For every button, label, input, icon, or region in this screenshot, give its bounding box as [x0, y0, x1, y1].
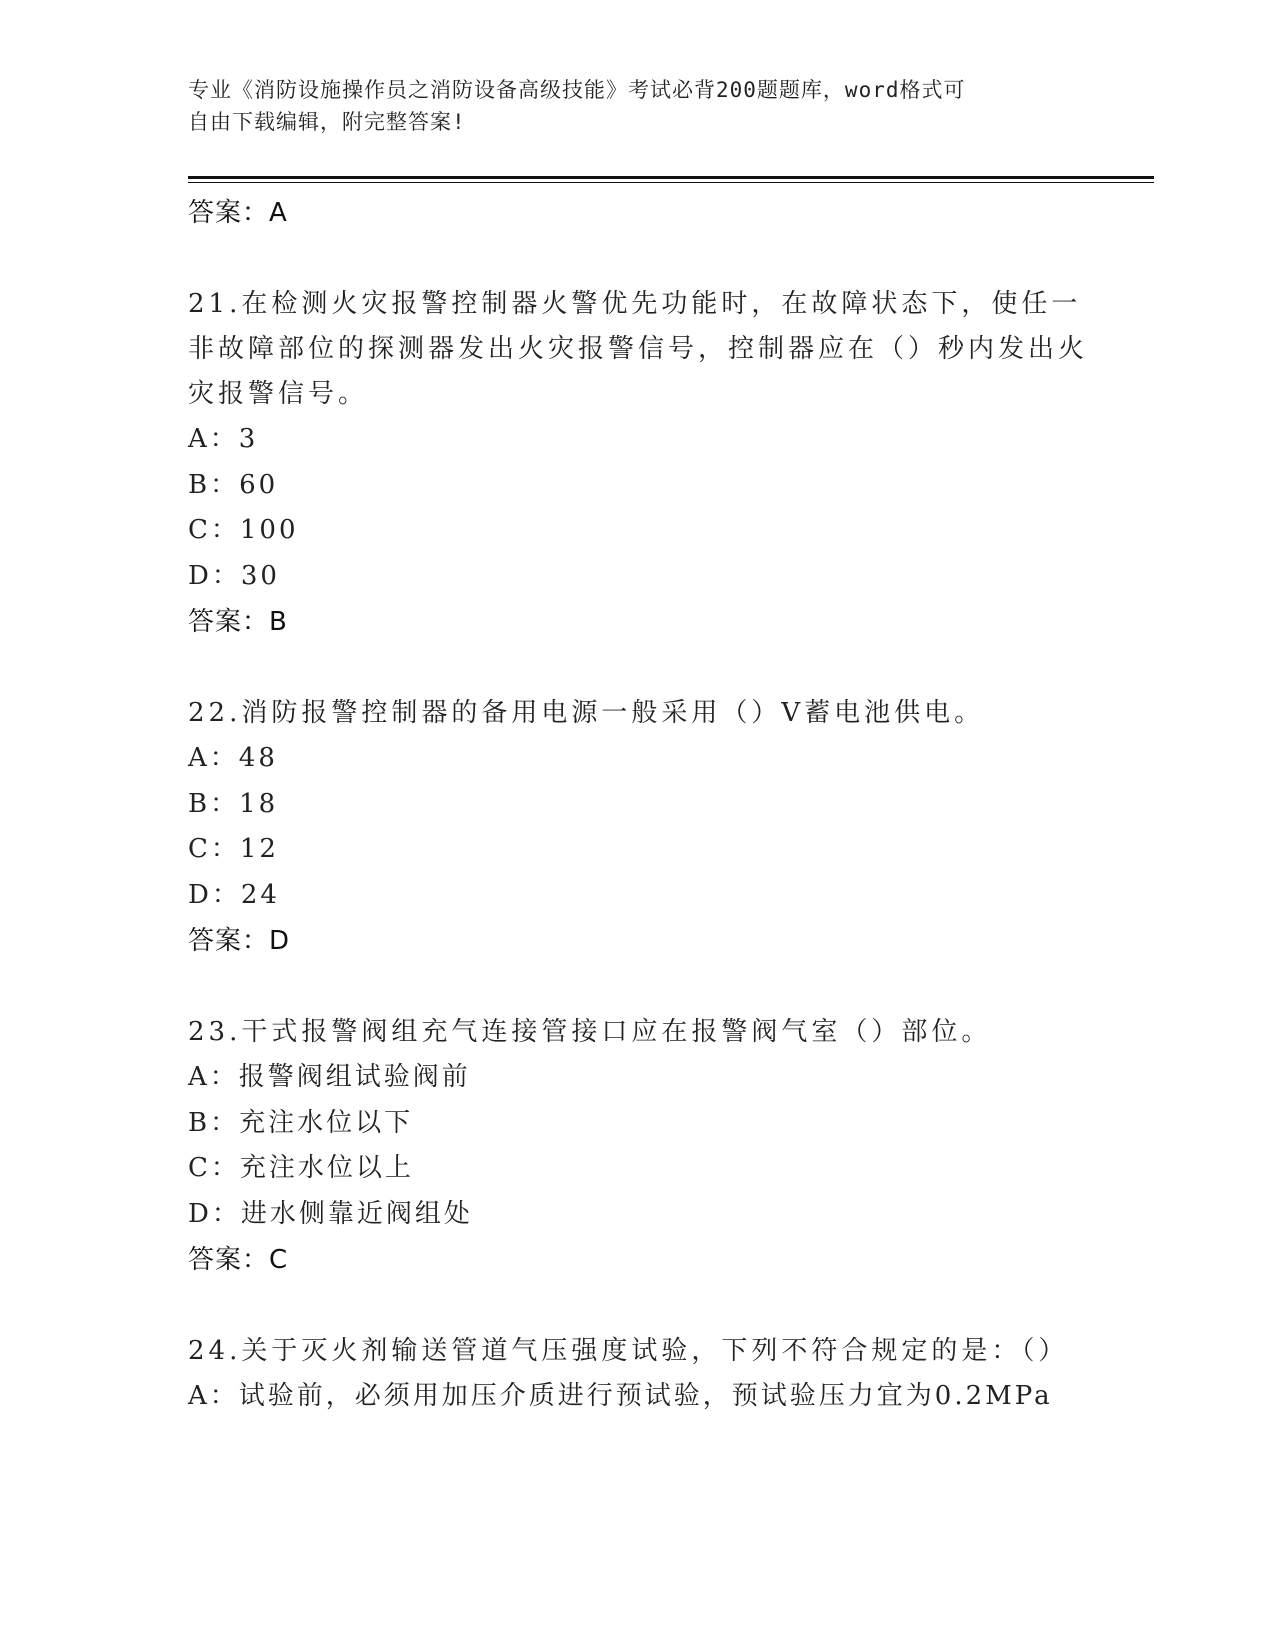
header-line-1: 专业《消防设施操作员之消防设备高级技能》考试必背200题题库，word格式可 [188, 78, 966, 102]
question-block-21 [188, 282, 1088, 645]
document-header [188, 74, 1068, 138]
question-text: 22.消防报警控制器的备用电源一般采用（）V蓄电池供电。 [188, 698, 985, 728]
question-block-24 [188, 1329, 1088, 1420]
option-b: B：60 [188, 469, 279, 500]
question-block-22 [188, 691, 1088, 964]
question-block-23 [188, 1010, 1088, 1283]
question-list [188, 190, 1088, 1420]
option-d: D：进水侧靠近阀组处 [188, 1198, 473, 1229]
spacer [188, 645, 1088, 691]
header-line-2: 自由下载编辑，附完整答案! [188, 110, 466, 134]
option-d: D：30 [188, 560, 280, 591]
spacer [188, 236, 1088, 282]
option-a: A：3 [188, 424, 259, 454]
answer-line: 答案：B [188, 607, 288, 637]
header-divider-thick [188, 176, 1154, 179]
option-c: C：充注水位以上 [188, 1153, 414, 1183]
answer-line: 答案：D [188, 926, 291, 956]
option-b: B：充注水位以下 [188, 1107, 414, 1138]
option-c: C：12 [188, 834, 279, 864]
question-text: 23.干式报警阀组充气连接管接口应在报警阀气室（）部位。 [188, 1017, 992, 1047]
previous-answer: 答案：A [188, 198, 288, 228]
question-text: 21.在检测火灾报警控制器火警优先功能时，在故障状态下，使任一非故障部位的探测器发出火灾报警信号，控制器应在（）秒内发出火灾报警信号。 [188, 289, 1089, 409]
option-a: A：试验前，必须用加压介质进行预试验，预试验压力宜为0.2MPa [188, 1381, 1053, 1411]
option-a: A：报警阀组试验阀前 [188, 1062, 471, 1092]
question-text: 24.关于灭火剂输送管道气压强度试验，下列不符合规定的是：（） [188, 1336, 1069, 1366]
option-c: C：100 [188, 515, 299, 545]
option-b: B：18 [188, 788, 279, 819]
spacer [188, 1283, 1088, 1329]
option-a: A：48 [188, 743, 278, 773]
header-divider-thin [188, 182, 1154, 183]
answer-line: 答案：C [188, 1245, 289, 1275]
spacer [188, 964, 1088, 1010]
option-d: D：24 [188, 879, 280, 910]
